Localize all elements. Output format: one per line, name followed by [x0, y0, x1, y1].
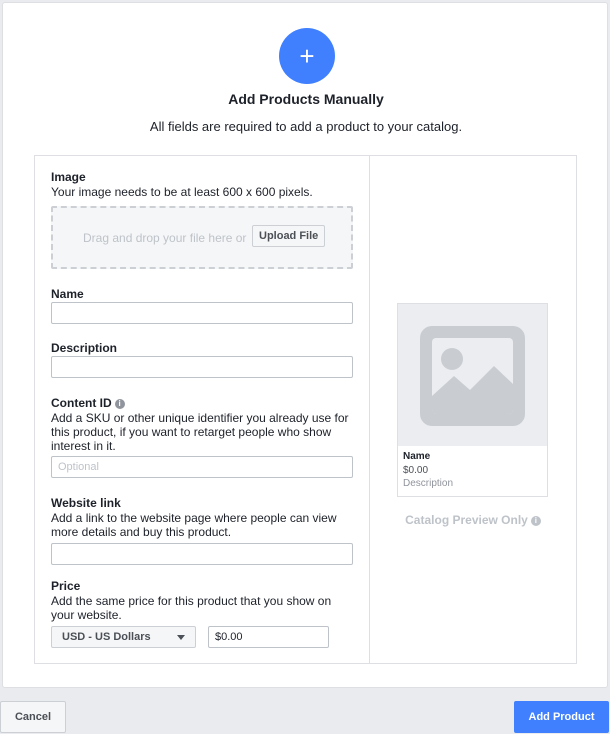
add-products-dialog — [2, 2, 608, 688]
content-id-label — [51, 396, 125, 410]
preview-price: $0.00 — [403, 465, 429, 476]
form-column — [35, 156, 370, 663]
info-icon[interactable]: i — [115, 399, 125, 409]
image-help: Your image needs to be at least 600 x 600 pixels. — [51, 185, 313, 199]
price-input[interactable] — [208, 626, 329, 648]
preview-description: Description — [403, 478, 454, 489]
cancel-button[interactable]: Cancel — [0, 701, 66, 733]
image-label: Image — [51, 170, 86, 184]
preview-name: Name — [403, 451, 431, 462]
description-input[interactable] — [51, 356, 353, 378]
dropzone-text: Drag and drop your file here or — [83, 231, 247, 245]
product-form-panel — [34, 155, 577, 664]
page-title: Add Products Manually — [228, 91, 384, 107]
chevron-down-icon — [177, 635, 185, 640]
image-placeholder-icon — [398, 304, 547, 446]
image-dropzone[interactable] — [51, 206, 353, 269]
catalog-preview-column — [370, 156, 576, 663]
plus-icon: + — [279, 28, 335, 84]
info-icon[interactable]: i — [531, 516, 541, 526]
upload-file-button[interactable]: Upload File — [252, 225, 325, 247]
price-help: Add the same price for this product that you show on your website. — [51, 594, 332, 622]
website-link-input[interactable] — [51, 543, 353, 565]
website-link-help: Add a link to the website page where people can view more details and buy this product. — [51, 511, 337, 539]
catalog-preview-card — [397, 303, 548, 497]
add-product-button[interactable]: Add Product — [514, 701, 609, 733]
price-label: Price — [51, 579, 81, 593]
preview-note-text: Catalog Preview Only — [405, 513, 528, 527]
name-label: Name — [51, 287, 84, 301]
website-link-label: Website link — [51, 496, 121, 510]
description-label: Description — [51, 341, 118, 355]
catalog-preview-note — [370, 513, 576, 527]
content-id-help: Add a SKU or other unique identifier you already use for this product, if you want to retarget people who show interest in it. — [51, 411, 349, 453]
page-subtitle: All fields are required to add a product to your catalog. — [149, 119, 463, 134]
currency-select[interactable] — [51, 626, 196, 648]
currency-value: USD - US Dollars — [62, 631, 151, 643]
content-id-label-text: Content ID — [51, 396, 112, 410]
name-input[interactable] — [51, 302, 353, 324]
content-id-input[interactable] — [51, 456, 353, 478]
